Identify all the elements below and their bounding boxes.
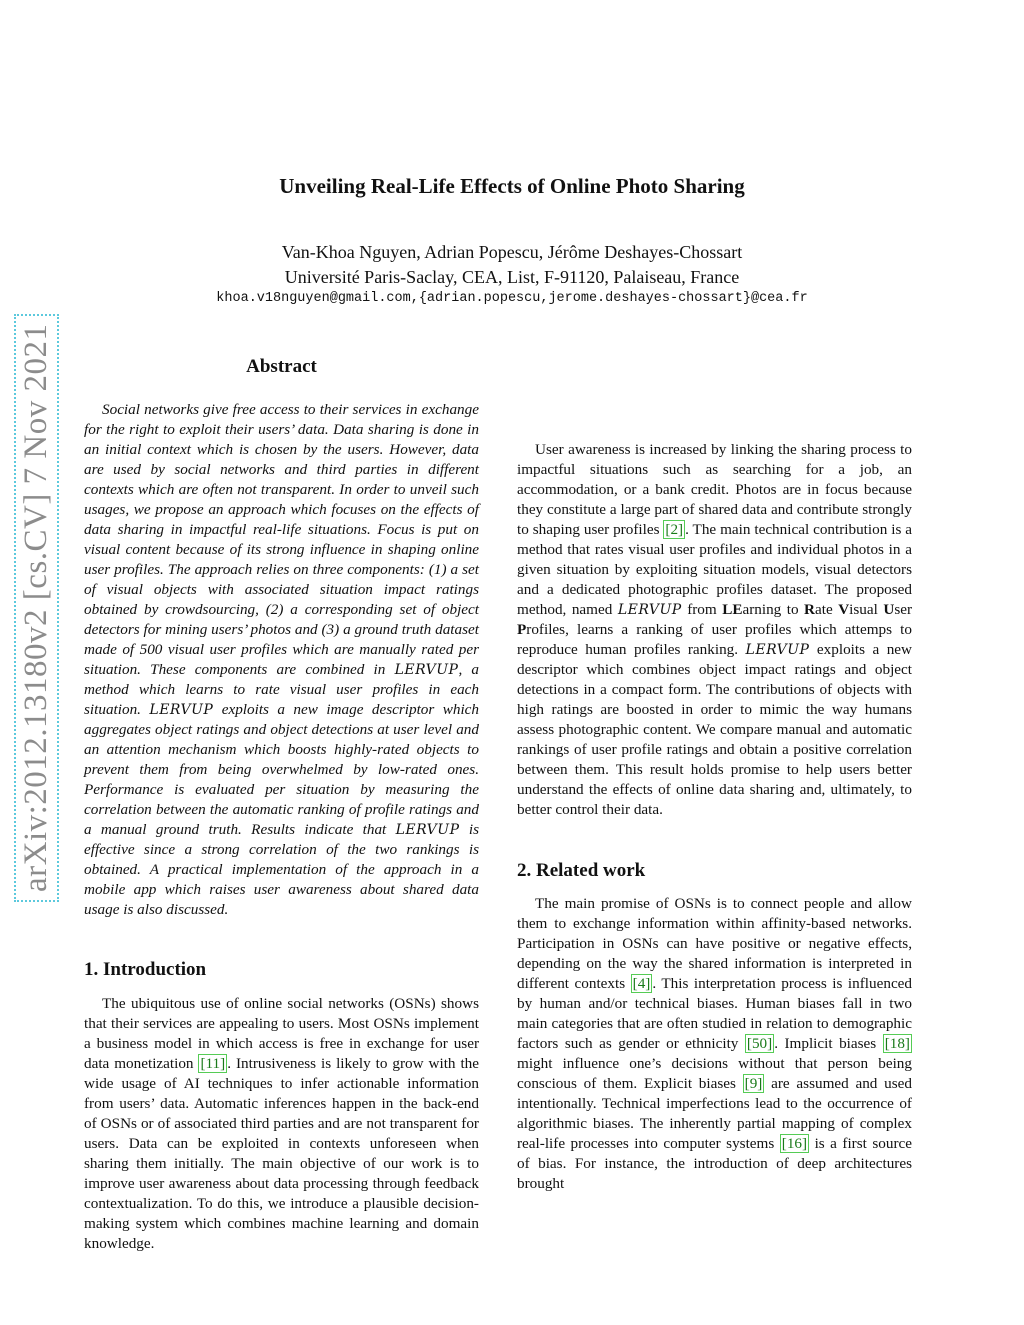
intro-paragraph xyxy=(517,440,912,820)
intro-text: User awareness is increased by linking the sharing process to impactful situations such as searching for a job, an accommodation, or a bank credit. Photos are in focus because they constitute a large part of shared data and contribute strongly to shaping user profiles xyxy=(517,441,912,538)
abstract-text: exploits a new image descriptor which aggregates object ratings and object detections at user level and an attention mechanism which boosts highly-rated objects to prevent them from being overwhelmed by low-rated ones. Performance is evaluated per situation by measuring the correlation between the automatic ranking of profile ratings and a manual ground truth. Results indicate that xyxy=(84,701,480,838)
citation-link[interactable]: [2] xyxy=(665,521,684,538)
arxiv-stamp[interactable]: arXiv:2012.13180v2 [cs.CV] 7 Nov 2021 xyxy=(14,314,59,902)
intro-text: from xyxy=(687,601,717,618)
intro-paragraph-2-block xyxy=(517,440,912,820)
method-name: LERVUP xyxy=(394,662,459,678)
abstract-text: , a method which learns to rate visual user profiles in each situation. xyxy=(84,661,480,718)
method-name: LERVUP xyxy=(395,822,460,838)
related-text: is a first source of bias. For instance, the introduction of deep architectures brought xyxy=(517,1135,912,1192)
abstract-heading: Abstract xyxy=(246,356,317,377)
related-text: are assumed and used intentionally. Technical imperfections lead to the occurrence of algorithmic biases. The inherently partial mapping of complex real-life processes into computer systems xyxy=(517,1075,912,1152)
citation-link[interactable]: [16] xyxy=(781,1135,808,1152)
method-name: LERVUP xyxy=(149,702,214,718)
related-paragraph xyxy=(517,894,912,1194)
section-heading-introduction: 1. Introduction xyxy=(84,959,207,980)
intro-text: ate xyxy=(815,601,833,618)
citation-link[interactable]: [4] xyxy=(632,975,651,992)
abstract-text: Social networks give free access to their services in exchange for the right to exploit their users’ data. Data sharing is done in an initial context which is chosen by the users. However, data are used by social networks and third parties in different contexts which are often not transparent. In order to unveil such usages, we propose an approach which focuses on the effects of data sharing in impactful real-life situations. Focus is put on visual content because of its strong influence in shaping online user profiles. The approach relies on three components: (1) a set of visual objects with associated situation impact ratings obtained by crowdsourcing, (2) a corresponding set of object detectors for mining users’ photos and (3) a ground truth dataset made of 500 visual user profiles which are manually rated per situation. These components are combined in xyxy=(84,401,479,678)
section-heading-related-work: 2. Related work xyxy=(517,860,646,881)
citation-link[interactable]: [9] xyxy=(744,1075,763,1092)
paper-title: Unveiling Real-Life Effects of Online Photo Sharing xyxy=(279,174,745,198)
related-text: . This interpretation process is influenced by human and/or technical biases. Human biases fall in two main categories that are often studied in relation to demographic factors such as gender or ethnicity xyxy=(517,975,913,1052)
acronym-letter: P xyxy=(517,621,527,638)
citation-link[interactable]: [18] xyxy=(884,1035,910,1052)
author-block xyxy=(0,240,1024,290)
intro-text: isual xyxy=(849,601,878,618)
affiliation: Université Paris-Saclay, CEA, List, F-91120, Palaiseau, France xyxy=(284,267,740,287)
intro-text: exploits a new descriptor which combines object impact ratings and object detections in a compact form. The contributions of objects with high ratings are boosted in order to mimic the way humans assess photographic content. We compare manual and automatic rankings of user profile ratings and obtain a positive correlation between them. This result holds promise to help users better understand the effects of online data sharing and, ultimately, to better control their data. xyxy=(517,641,913,818)
acronym-letter: LE xyxy=(722,601,743,618)
method-name: LERVUP xyxy=(617,602,682,618)
intro-text: ser xyxy=(894,601,913,618)
intro-text: . The main technical contribution is a method that rates visual user profiles and individual photos in a given situation by exploiting situation models, visual detectors and a dedicated photographic profiles dataset. The proposed method, named xyxy=(517,521,913,618)
method-name: LERVUP xyxy=(745,642,810,658)
related-text: The main promise of OSNs is to connect people and allow them to exchange information within affinity-based networks. Participation in OSNs can have positive or negative effects, depending on the way the shared information is interpreted in different contexts xyxy=(517,895,912,992)
related-work-body xyxy=(517,894,912,1194)
introduction-left xyxy=(84,994,479,1254)
abstract-text: is effective since a strong correlation of the two rankings is obtained. A practical implementation of the approach in a mobile app which raises user awareness about shared data usage is also discussed. xyxy=(84,821,479,918)
related-text: . Implicit biases xyxy=(774,1035,877,1052)
intro-paragraph xyxy=(84,994,479,1254)
intro-text: . Intrusiveness is likely to grow with the wide usage of AI techniques to infer actionable information from users’ data. Automatic inferences happen in the back-end of OSNs or of associated third parties and are not transparent for users. Data can be exploited in contexts unforeseen when sharing them initially. The main objective of our work is to improve user awareness about data processing through feedback contextualization. To do this, we introduce a plausible decision-making system which combines machine learning and domain knowledge. xyxy=(84,1055,479,1252)
citation-link[interactable]: [50] xyxy=(746,1035,773,1052)
intro-text: rofiles, learns a ranking of user profiles which attemps to reproduce human profiles ranking. xyxy=(517,621,912,658)
author-emails: khoa.v18nguyen@gmail.com,{adrian.popescu,jerome.deshayes-chossart}@cea.fr xyxy=(216,291,808,306)
abstract-paragraph xyxy=(84,400,479,920)
intro-text: The ubiquitous use of online social networks (OSNs) shows that their services are appealing to users. Most OSNs implement a business model in which access is free in exchange for user data monetization xyxy=(84,995,479,1072)
acronym-letter: R xyxy=(804,601,816,618)
citation-link[interactable]: [11] xyxy=(200,1055,226,1072)
author-names: Van-Khoa Nguyen, Adrian Popescu, Jérôme Deshayes-Chossart xyxy=(281,242,743,262)
acronym-letter: U xyxy=(883,601,895,618)
related-text: might influence one’s decisions without that person being conscious of them. Explicit biases xyxy=(517,1055,912,1092)
acronym-letter: V xyxy=(838,601,850,618)
intro-text: arning to xyxy=(742,601,799,618)
abstract-body xyxy=(84,400,479,920)
